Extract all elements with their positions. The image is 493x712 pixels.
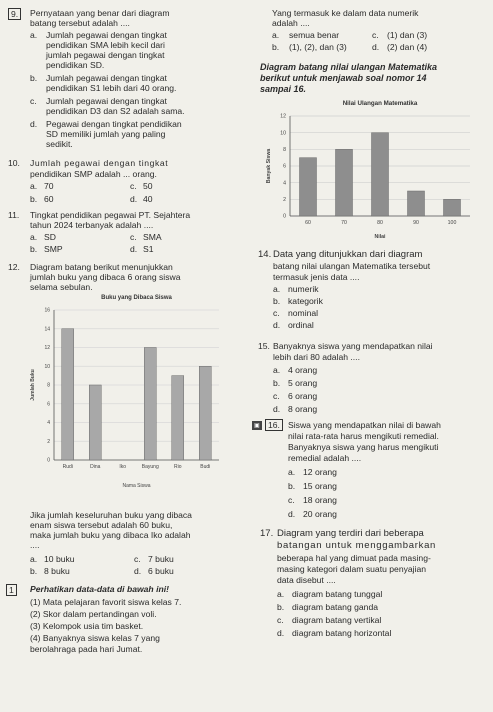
q10-opt-b-key: b.: [30, 194, 38, 204]
q16-opt-a-key: a.: [288, 467, 296, 477]
q12-opt-a-val: 10 buku: [44, 554, 75, 564]
essay-number: 1: [6, 584, 17, 596]
question-number-9: 9.: [8, 8, 21, 20]
bar-90: [408, 191, 425, 216]
q17-stem-line4: masing kategori dalam suatu penyajian: [277, 564, 427, 574]
q9-opt-b-line1: Jumlah pegawai dengan tingkat: [46, 73, 167, 83]
q14-opt-a-key: a.: [273, 284, 281, 294]
q15-opt-a-val: 4 orang: [288, 365, 318, 375]
top-opt-d-val: (2) dan (4): [387, 42, 428, 52]
q11-opt-a-key: a.: [30, 232, 38, 242]
bar-budi: [199, 366, 211, 460]
y-axis-label: Banyak Siswa: [266, 148, 272, 184]
essay-item-4: (4) Banyaknya siswa kelas 7 yang: [30, 633, 160, 643]
y-axis-label: Jumlah Buku: [30, 369, 36, 401]
bar-60: [300, 158, 317, 216]
q14-stem-line1: Data yang ditunjukkan dari diagram: [273, 249, 423, 260]
x-tick-label: Dina: [90, 464, 101, 470]
x-tick-label: Iko: [119, 464, 127, 470]
bar-rio: [172, 376, 184, 460]
q16-opt-b-val: 15 orang: [303, 481, 337, 491]
q17-opt-b-val: diagram batang ganda: [292, 602, 379, 612]
q14-opt-b-key: b.: [273, 296, 281, 306]
q16-opt-c-key: c.: [288, 495, 295, 505]
q17-opt-c-val: diagram batang vertikal: [292, 615, 382, 625]
top-opt-b-val: (1), (2), dan (3): [289, 42, 347, 52]
q14-opt-a-val: numerik: [288, 284, 319, 294]
x-tick-label: Rudi: [62, 464, 73, 470]
chart-title: Buku yang Dibaca Siswa: [101, 295, 172, 301]
q16-opt-d-key: d.: [288, 509, 296, 519]
q11-opt-b-key: b.: [30, 244, 38, 254]
q10-opt-a-key: a.: [30, 181, 38, 191]
y-tick-label: 6: [283, 163, 286, 170]
q11-opt-d-val: S1: [143, 244, 154, 254]
q10-opt-d-val: 40: [143, 194, 153, 204]
diagram-heading-line2: berikut untuk menjawab soal nomor 14: [260, 73, 427, 83]
q17-opt-c-key: c.: [277, 615, 284, 625]
q17-opt-b-key: b.: [277, 602, 285, 612]
q11-stem-line1: Tingkat pendidikan pegawai PT. Sejahtera: [30, 210, 191, 220]
y-tick-label: 4: [283, 180, 286, 187]
q9-opt-a-line2: pendidikan SMA lebih kecil dari: [46, 40, 165, 50]
q14-opt-b-val: kategorik: [288, 296, 323, 306]
q9-stem-line1: Pernyataan yang benar dari diagram: [30, 8, 170, 18]
q10-opt-c-key: c.: [130, 181, 137, 191]
q16-stem-line3: Banyaknya siswa yang harus mengikuti: [288, 442, 439, 452]
top-stem-line2: adalah ....: [272, 18, 310, 28]
question-number-14: 14.: [258, 249, 272, 260]
q11-opt-b-val: SMP: [44, 244, 63, 254]
x-tick-label: Rio: [173, 464, 182, 470]
q17-stem-line1: Diagram yang terdiri dari beberapa: [277, 528, 424, 539]
q9-opt-d-line1: Pegawai dengan tingkat pendidikan: [46, 119, 182, 129]
q9-opt-d-line3: sedikit.: [46, 139, 73, 149]
q16-opt-b-key: b.: [288, 481, 296, 491]
x-tick-label: Bayung: [141, 464, 159, 470]
top-opt-b-key: b.: [272, 42, 280, 52]
question-number-17: 17.: [260, 528, 274, 539]
y-tick-label: 0: [283, 213, 286, 220]
top-opt-d-key: d.: [372, 42, 380, 52]
q17-stem-line3: beberapa hal yang dimuat pada masing-: [277, 553, 431, 563]
q15-stem-line1: Banyaknya siswa yang mendapatkan nilai: [273, 341, 433, 351]
q12-stem-line2: jumlah buku yang dibaca 6 orang siswa: [30, 272, 181, 282]
q17-opt-d-key: d.: [277, 628, 285, 638]
diagram-heading-line3: sampai 16.: [260, 84, 307, 94]
x-tick-label: 80: [377, 220, 383, 227]
y-tick-label: 8: [283, 147, 286, 154]
top-opt-a-key: a.: [272, 30, 280, 40]
x-tick-label: 100: [447, 220, 457, 227]
q12-opt-c-val: 7 buku: [148, 554, 174, 564]
q15-stem-line2: lebih dari 80 adalah ....: [273, 352, 360, 362]
q12-after-line1: Jika jumlah keseluruhan buku yang dibaca: [30, 510, 192, 520]
q11-stem-line2: tahun 2024 terbanyak adalah ....: [30, 220, 154, 230]
top-opt-a-val: semua benar: [289, 30, 340, 40]
q16-opt-d-val: 20 orang: [303, 509, 337, 519]
y-tick-label: 4: [47, 420, 50, 427]
x-tick-label: Budi: [200, 464, 211, 470]
y-tick-label: 0: [47, 457, 50, 464]
y-tick-label: 10: [280, 130, 286, 137]
q16-opt-c-val: 18 orang: [303, 495, 337, 505]
q9-opt-b-line2: pendidikan S1 lebih dari 40 orang.: [46, 83, 177, 93]
q9-opt-a-key: a.: [30, 30, 38, 40]
q15-opt-c-val: 6 orang: [288, 391, 318, 401]
q11-opt-c-val: SMA: [143, 232, 162, 242]
y-tick-label: 2: [47, 438, 50, 445]
question-number-10: 10.: [8, 158, 20, 168]
chart-title: Nilai Ulangan Matematika: [342, 100, 418, 107]
q16-opt-a-val: 12 orang: [303, 467, 337, 477]
top-opt-c-key: c.: [372, 30, 379, 40]
y-tick-label: 14: [44, 326, 50, 333]
essay-item-3: (3) Kelompok usia tim basket.: [30, 621, 144, 631]
q17-stem-line5: data disebut ....: [277, 575, 336, 585]
q14-opt-c-val: nominal: [288, 308, 319, 318]
x-axis-label: Nilai: [374, 234, 386, 240]
y-tick-label: 8: [47, 382, 50, 389]
q10-opt-a-val: 70: [44, 181, 54, 191]
q12-stem-line3: selama sebulan.: [30, 282, 93, 292]
q9-opt-a-line3: jumlah pegawai dengan tingkat: [46, 50, 165, 60]
q9-opt-c-key: c.: [30, 96, 37, 106]
q15-opt-d-key: d.: [273, 404, 281, 414]
q15-opt-b-val: 5 orang: [288, 378, 318, 388]
q11-opt-d-key: d.: [130, 244, 138, 254]
q14-stem-line2: batang nilai ulangan Matematika tersebut: [273, 261, 431, 271]
q12-after-line2: enam siswa tersebut adalah 60 buku,: [30, 520, 173, 530]
q12-after-line4: ....: [30, 540, 40, 550]
q10-opt-c-val: 50: [143, 181, 153, 191]
q9-stem-line2: batang tersebut adalah ....: [30, 18, 130, 28]
q12-opt-c-key: c.: [134, 554, 141, 564]
q16-stem-line1: Siswa yang mendapatkan nilai di bawah: [288, 420, 441, 430]
q9-opt-b-key: b.: [30, 73, 38, 83]
q12-stem-line1: Diagram batang berikut menunjukkan: [30, 262, 173, 272]
essay-item-2: (2) Skor dalam pertandingan voli.: [30, 609, 157, 619]
top-opt-c-val: (1) dan (3): [387, 30, 428, 40]
q9-opt-c-line1: Jumlah pegawai dengan tingkat: [46, 96, 167, 106]
x-tick-label: 60: [305, 220, 311, 227]
essay-item-1: (1) Mata pelajaran favorit siswa kelas 7.: [30, 597, 182, 607]
q15-opt-a-key: a.: [273, 365, 281, 375]
books-read-chart: [22, 290, 232, 490]
y-tick-label: 12: [44, 345, 50, 352]
q10-stem-line2: pendidikan SMP adalah ... orang.: [30, 169, 157, 179]
q17-opt-a-key: a.: [277, 589, 285, 599]
y-tick-label: 16: [44, 307, 50, 314]
y-tick-label: 6: [47, 401, 50, 408]
q16-stem-line2: nilai rata-rata harus mengikuti remedial.: [288, 431, 439, 441]
q12-opt-b-val: 8 buku: [44, 566, 70, 576]
bar-100: [444, 199, 461, 216]
q10-opt-b-val: 60: [44, 194, 54, 204]
q9-opt-c-line2: pendidikan D3 dan S2 adalah sama.: [46, 106, 185, 116]
hots-badge-icon: ▣: [254, 423, 260, 429]
bar-bayung: [144, 348, 156, 461]
q12-opt-b-key: b.: [30, 566, 38, 576]
top-stem-line1: Yang termasuk ke dalam data numerik: [272, 8, 419, 18]
q12-after-line3: maka jumlah buku yang dibaca Iko adalah: [30, 530, 191, 540]
q15-opt-c-key: c.: [273, 391, 280, 401]
math-scores-chart: [258, 96, 483, 246]
x-axis-label: Nama Siswa: [122, 483, 151, 489]
q15-opt-b-key: b.: [273, 378, 281, 388]
q12-opt-a-key: a.: [30, 554, 38, 564]
q12-opt-d-val: 6 buku: [148, 566, 174, 576]
q9-opt-d-key: d.: [30, 119, 38, 129]
q15-opt-d-val: 8 orang: [288, 404, 318, 414]
q10-stem-line1: Jumlah pegawai dengan tingkat: [30, 158, 169, 168]
q17-opt-a-val: diagram batang tunggal: [292, 589, 383, 599]
q16-stem-line4: remedial adalah ....: [288, 453, 362, 463]
x-tick-label: 90: [413, 220, 419, 227]
bar-70: [336, 149, 353, 216]
q9-opt-d-line2: SD memiliki jumlah yang paling: [46, 129, 166, 139]
bar-80: [372, 133, 389, 216]
q11-opt-a-val: SD: [44, 232, 56, 242]
q9-opt-a-line4: pendidikan SD.: [46, 60, 105, 70]
bar-dina: [89, 385, 101, 460]
q10-opt-d-key: d.: [130, 194, 138, 204]
y-tick-label: 12: [280, 113, 286, 120]
essay-item-4-cont: berolahraga pada hari Jumat.: [30, 644, 143, 654]
question-number-11: 11.: [8, 210, 20, 220]
q14-stem-line3: termasuk jenis data ....: [273, 272, 360, 282]
diagram-heading-line1: Diagram batang nilai ulangan Matematika: [260, 62, 438, 72]
q14-opt-c-key: c.: [273, 308, 280, 318]
question-number-15: 15.: [258, 341, 270, 351]
q17-opt-d-val: diagram batang horizontal: [292, 628, 392, 638]
y-tick-label: 2: [283, 197, 286, 204]
q9-opt-a-line1: Jumlah pegawai dengan tingkat: [46, 30, 167, 40]
essay-title: Perhatikan data-data di bawah ini!: [30, 584, 169, 594]
q14-opt-d-val: ordinal: [288, 320, 314, 330]
question-number-16: 16.: [265, 419, 283, 431]
q12-opt-d-key: d.: [134, 566, 142, 576]
q14-opt-d-key: d.: [273, 320, 281, 330]
question-number-12: 12.: [8, 262, 20, 272]
bar-rudi: [62, 329, 74, 460]
y-tick-label: 10: [44, 363, 50, 370]
x-tick-label: 70: [341, 220, 347, 227]
q17-stem-line2: batangan untuk menggambarkan: [277, 540, 437, 551]
q11-opt-c-key: c.: [130, 232, 137, 242]
